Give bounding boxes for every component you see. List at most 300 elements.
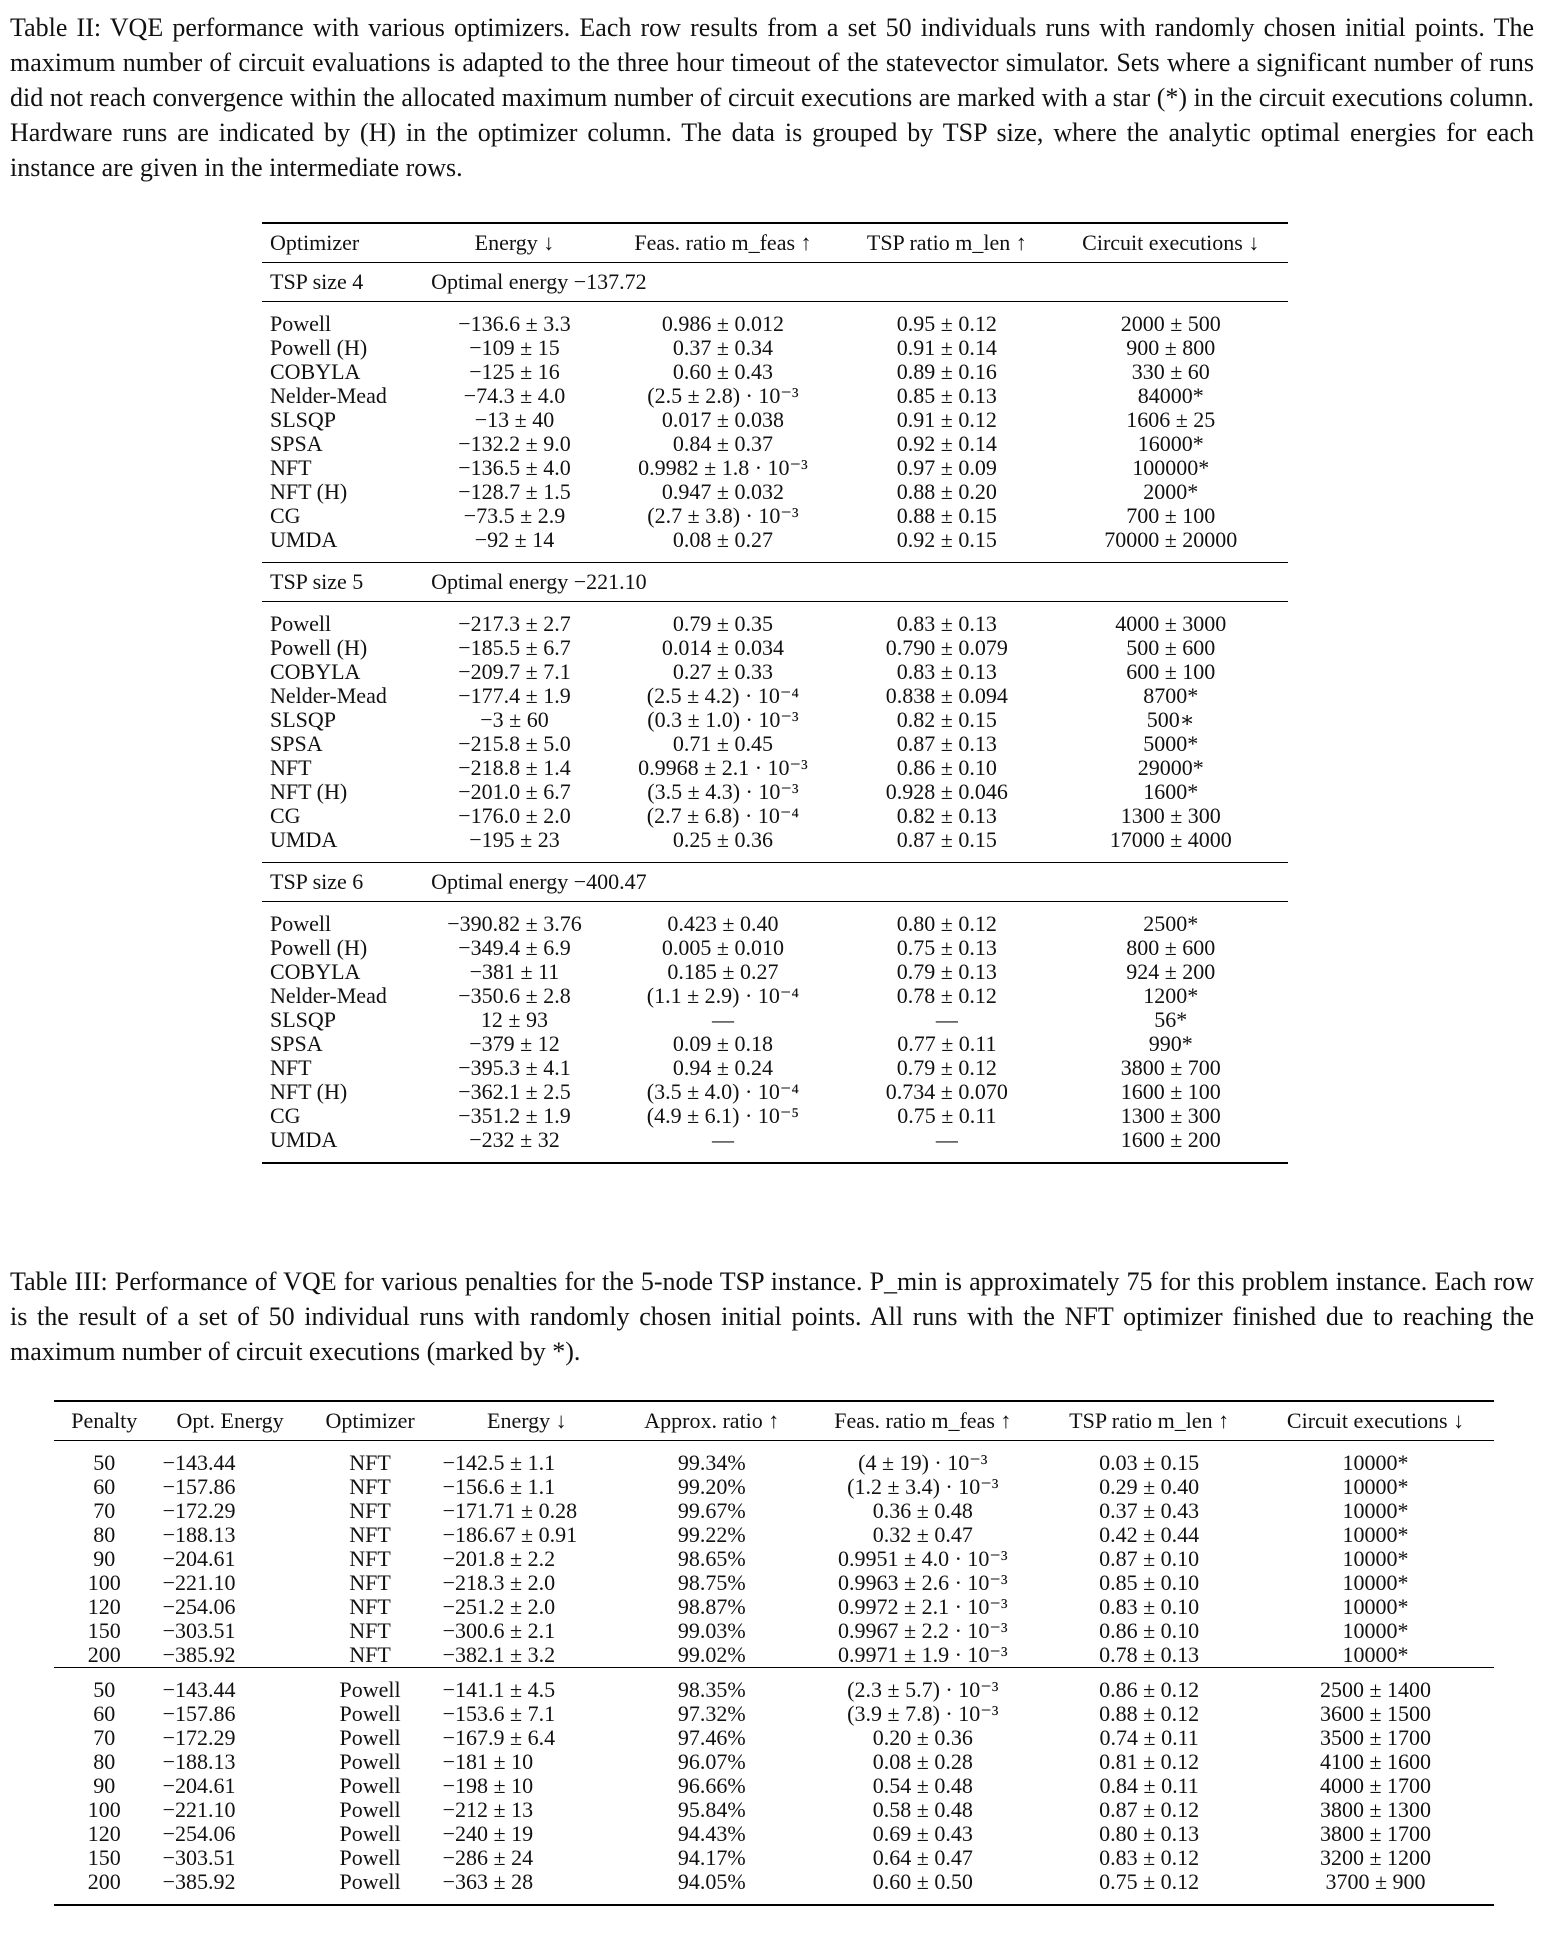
table-row [54, 1846, 1494, 1870]
value-cell: 924 ± 200 [1126, 959, 1216, 984]
value-cell: (1.2 ± 3.4) · 10⁻³ [847, 1474, 999, 1499]
value-cell: 0.79 ± 0.35 [672, 611, 773, 636]
value-cell: −186.67 ± 0.91 [442, 1522, 578, 1547]
value-cell: NFT [349, 1498, 391, 1523]
table-row [262, 780, 1288, 804]
value-cell: −215.8 ± 5.0 [458, 731, 571, 756]
value-cell: 1600* [1143, 779, 1199, 804]
table3-header: Opt. Energy [155, 1401, 306, 1441]
table3-body [54, 1441, 1494, 1906]
value-cell: 0.83 ± 0.13 [896, 659, 997, 684]
value-cell: −232 ± 32 [469, 1127, 560, 1152]
value-cell: 96.66% [677, 1773, 746, 1798]
value-cell: 4100 ± 1600 [1319, 1749, 1432, 1774]
optimizer-cell: SLSQP [270, 1007, 337, 1032]
value-cell: −221.10 [162, 1570, 236, 1595]
value-cell: 5000* [1143, 731, 1199, 756]
value-cell: −143.44 [162, 1677, 236, 1702]
table-row [54, 1571, 1494, 1595]
value-cell: −195 ± 23 [469, 827, 560, 852]
value-cell: 0.75 ± 0.13 [896, 935, 997, 960]
table-row [262, 408, 1288, 432]
table2-header: Feas. ratio m_feas ↑ [606, 223, 840, 263]
table-row [54, 1822, 1494, 1846]
value-cell: 99.20% [677, 1474, 746, 1499]
value-cell: Powell [339, 1749, 401, 1774]
value-cell: −188.13 [162, 1522, 236, 1547]
value-cell: 0.83 ± 0.12 [1099, 1845, 1200, 1870]
spacer-row [262, 552, 1288, 563]
table3-header: Energy ↓ [435, 1401, 620, 1441]
table-row [54, 1523, 1494, 1547]
value-cell: 0.82 ± 0.13 [896, 803, 997, 828]
table-row [262, 756, 1288, 780]
value-cell: −303.51 [162, 1845, 236, 1870]
table2-header: Energy ↓ [423, 223, 606, 263]
value-cell: 200 [87, 1642, 121, 1667]
table2-header: Circuit executions ↓ [1054, 223, 1288, 263]
value-cell: Powell [339, 1869, 401, 1894]
value-cell: −141.1 ± 4.5 [442, 1677, 556, 1702]
value-cell: 70 [93, 1498, 116, 1523]
value-cell: 0.95 ± 0.12 [896, 311, 997, 336]
value-cell: 70 [93, 1725, 116, 1750]
value-cell: −3 ± 60 [480, 707, 549, 732]
optimizer-cell: COBYLA [270, 359, 361, 384]
optimal-energy: Optimal energy −221.10 [423, 563, 1288, 602]
value-cell: 0.84 ± 0.11 [1099, 1773, 1199, 1798]
group-label: TSP size 5 [262, 563, 423, 602]
optimizer-cell: NFT (H) [270, 779, 348, 804]
value-cell: −379 ± 12 [469, 1031, 560, 1056]
value-cell: 10000* [1342, 1450, 1409, 1475]
value-cell: 0.83 ± 0.10 [1099, 1594, 1200, 1619]
value-cell: 0.09 ± 0.18 [672, 1031, 773, 1056]
value-cell: 2500 ± 1400 [1319, 1677, 1432, 1702]
value-cell: −204.61 [162, 1773, 236, 1798]
table-row [54, 1475, 1494, 1499]
value-cell: 0.60 ± 0.50 [872, 1869, 973, 1894]
value-cell: −74.3 ± 4.0 [463, 383, 566, 408]
value-cell: (1.1 ± 2.9) · 10⁻⁴ [646, 983, 800, 1008]
value-cell: 0.77 ± 0.11 [897, 1031, 997, 1056]
value-cell: 94.43% [677, 1821, 746, 1846]
value-cell: 0.87 ± 0.15 [896, 827, 997, 852]
value-cell: 10000* [1342, 1570, 1409, 1595]
value-cell: 500∗ [1146, 707, 1195, 732]
value-cell: 330 ± 60 [1131, 359, 1210, 384]
table3-header: Feas. ratio m_feas ↑ [804, 1401, 1041, 1441]
value-cell: −125 ± 16 [469, 359, 560, 384]
value-cell: 0.88 ± 0.12 [1099, 1701, 1200, 1726]
value-cell: 1300 ± 300 [1120, 1103, 1221, 1128]
value-cell: 0.03 ± 0.15 [1099, 1450, 1200, 1475]
value-cell: 0.37 ± 0.43 [1099, 1498, 1200, 1523]
value-cell: 16000* [1137, 431, 1204, 456]
spacer-cell [262, 852, 1288, 863]
value-cell: 0.83 ± 0.13 [896, 611, 997, 636]
value-cell: (4.9 ± 6.1) · 10⁻⁵ [646, 1103, 800, 1128]
value-cell: −167.9 ± 6.4 [442, 1725, 556, 1750]
value-cell: 97.46% [677, 1725, 746, 1750]
table-row [262, 1104, 1288, 1128]
value-cell: −204.61 [162, 1546, 236, 1571]
table-row [262, 480, 1288, 504]
optimizer-cell: UMDA [270, 1127, 338, 1152]
optimizer-cell: NFT [270, 1055, 312, 1080]
spacer-cell [262, 1152, 1288, 1163]
optimizer-cell: SPSA [270, 731, 323, 756]
value-cell: −13 ± 40 [474, 407, 555, 432]
value-cell: 600 ± 100 [1126, 659, 1216, 684]
value-cell: 3600 ± 1500 [1319, 1701, 1432, 1726]
value-cell: 800 ± 600 [1126, 935, 1216, 960]
table-row [262, 936, 1288, 960]
value-cell: 98.35% [677, 1677, 746, 1702]
value-cell: 150 [87, 1618, 121, 1643]
spacer-cell [262, 552, 1288, 563]
value-cell: −349.4 ± 6.9 [458, 935, 571, 960]
optimal-energy: Optimal energy −137.72 [423, 263, 1288, 302]
value-cell: 0.08 ± 0.28 [872, 1749, 973, 1774]
value-cell: 0.838 ± 0.094 [885, 683, 1008, 708]
value-cell: Powell [339, 1821, 401, 1846]
value-cell: 97.32% [677, 1701, 746, 1726]
table-row [54, 1595, 1494, 1619]
table-row [262, 1080, 1288, 1104]
value-cell: −303.51 [162, 1618, 236, 1643]
table-row [54, 1726, 1494, 1750]
value-cell: −136.6 ± 3.3 [458, 311, 571, 336]
table3-header: TSP ratio m_len ↑ [1041, 1401, 1257, 1441]
value-cell: −209.7 ± 7.1 [458, 659, 571, 684]
value-cell: 4000 ± 1700 [1319, 1773, 1432, 1798]
optimizer-cell: CG [270, 503, 301, 528]
optimizer-cell: NFT [270, 755, 312, 780]
table-row [262, 336, 1288, 360]
value-cell: 0.86 ± 0.10 [1099, 1618, 1200, 1643]
value-cell: 0.86 ± 0.10 [896, 755, 997, 780]
value-cell: NFT [349, 1450, 391, 1475]
value-cell: 500 ± 600 [1126, 635, 1216, 660]
value-cell: 120 [87, 1821, 121, 1846]
value-cell: 0.84 ± 0.37 [672, 431, 773, 456]
table-row [54, 1619, 1494, 1643]
value-cell: 70000 ± 20000 [1104, 527, 1238, 552]
value-cell: 0.75 ± 0.11 [897, 1103, 997, 1128]
value-cell: 0.89 ± 0.16 [896, 359, 997, 384]
value-cell: 94.05% [677, 1869, 746, 1894]
value-cell: −176.0 ± 2.0 [458, 803, 571, 828]
value-cell: −217.3 ± 2.7 [458, 611, 571, 636]
optimizer-cell: Powell [270, 311, 332, 336]
value-cell: −395.3 ± 4.1 [458, 1055, 571, 1080]
value-cell: 60 [93, 1474, 116, 1499]
optimizer-cell: SLSQP [270, 707, 337, 732]
optimizer-cell: Nelder-Mead [270, 383, 387, 408]
value-cell: 0.86 ± 0.12 [1099, 1677, 1200, 1702]
optimizer-cell: Powell [270, 611, 332, 636]
value-cell: 80 [93, 1749, 116, 1774]
table-row [262, 804, 1288, 828]
table3-header-row [54, 1401, 1494, 1441]
value-cell: 90 [93, 1773, 116, 1798]
value-cell: 3500 ± 1700 [1319, 1725, 1432, 1750]
value-cell: −300.6 ± 2.1 [442, 1618, 556, 1643]
value-cell: −109 ± 15 [469, 335, 560, 360]
value-cell: 0.87 ± 0.13 [896, 731, 997, 756]
optimizer-cell: SLSQP [270, 407, 337, 432]
table3-header: Penalty [54, 1401, 155, 1441]
value-cell: 0.80 ± 0.13 [1099, 1821, 1200, 1846]
value-cell: — [935, 1127, 958, 1152]
value-cell: 0.82 ± 0.15 [896, 707, 997, 732]
value-cell: 100 [87, 1797, 121, 1822]
table-row [262, 828, 1288, 852]
value-cell: 0.75 ± 0.12 [1099, 1869, 1200, 1894]
value-cell: 99.03% [677, 1618, 746, 1643]
value-cell: −363 ± 28 [442, 1869, 534, 1894]
value-cell: 0.017 ± 0.038 [661, 407, 784, 432]
optimizer-cell: CG [270, 803, 301, 828]
table-row [262, 384, 1288, 408]
table2 [262, 222, 1288, 1164]
value-cell: −198 ± 10 [442, 1773, 534, 1798]
value-cell: (2.7 ± 6.8) · 10⁻⁴ [646, 803, 800, 828]
table-row [262, 432, 1288, 456]
value-cell: 120 [87, 1594, 121, 1619]
value-cell: 0.60 ± 0.43 [672, 359, 773, 384]
value-cell: −171.71 ± 0.28 [442, 1498, 578, 1523]
value-cell: 150 [87, 1845, 121, 1870]
value-cell: (2.7 ± 3.8) · 10⁻³ [647, 503, 799, 528]
value-cell: 0.85 ± 0.10 [1099, 1570, 1200, 1595]
table-row [54, 1702, 1494, 1726]
value-cell: −251.2 ± 2.0 [442, 1594, 556, 1619]
table2-body [262, 263, 1288, 1164]
value-cell: 10000* [1342, 1594, 1409, 1619]
value-cell: 50 [93, 1677, 116, 1702]
value-cell: NFT [349, 1618, 391, 1643]
value-cell: Powell [339, 1845, 401, 1870]
value-cell: −92 ± 14 [474, 527, 555, 552]
value-cell: 0.36 ± 0.48 [872, 1498, 973, 1523]
value-cell: 0.9951 ± 4.0 · 10⁻³ [838, 1546, 1008, 1571]
value-cell: −157.86 [162, 1701, 236, 1726]
value-cell: 0.97 ± 0.09 [896, 455, 997, 480]
value-cell: −181 ± 10 [442, 1749, 534, 1774]
value-cell: 0.20 ± 0.36 [872, 1725, 973, 1750]
value-cell: 0.928 ± 0.046 [885, 779, 1008, 804]
value-cell: −254.06 [162, 1594, 236, 1619]
optimizer-cell: UMDA [270, 527, 338, 552]
table-row [262, 504, 1288, 528]
value-cell: −385.92 [162, 1869, 236, 1894]
optimizer-cell: NFT (H) [270, 479, 348, 504]
value-cell: 60 [93, 1701, 116, 1726]
table2-header: TSP ratio m_len ↑ [840, 223, 1053, 263]
optimizer-cell: Powell [270, 911, 332, 936]
spacer-row [54, 1894, 1494, 1905]
value-cell: 0.88 ± 0.20 [896, 479, 997, 504]
optimizer-cell: Nelder-Mead [270, 683, 387, 708]
spacer-cell [54, 1441, 1494, 1452]
value-cell: 0.64 ± 0.47 [872, 1845, 973, 1870]
value-cell: 0.9968 ± 2.1 · 10⁻³ [638, 755, 808, 780]
value-cell: 12 ± 93 [480, 1007, 548, 1032]
optimizer-cell: SPSA [270, 1031, 323, 1056]
table-row [262, 984, 1288, 1008]
value-cell: 17000 ± 4000 [1109, 827, 1232, 852]
spacer-row [262, 1152, 1288, 1163]
value-cell: 0.58 ± 0.48 [872, 1797, 973, 1822]
value-cell: NFT [349, 1546, 391, 1571]
table3-caption: Table III: Performance of VQE for various penalties for the 5-node TSP instance. P_min is approximately 75 for this problem instance. Each row is the result of a set of 50 individual runs with randomly chosen initial points. All runs with the NFT optimizer finished due to reaching the maximum number of circuit executions (marked by *). [10, 1267, 1534, 1366]
value-cell: 56* [1154, 1007, 1188, 1032]
value-cell: 4000 ± 3000 [1115, 611, 1227, 636]
value-cell: NFT [349, 1594, 391, 1619]
value-cell: −350.6 ± 2.8 [458, 983, 571, 1008]
value-cell: 0.790 ± 0.079 [885, 635, 1008, 660]
value-cell: 0.69 ± 0.43 [872, 1821, 973, 1846]
value-cell: 0.78 ± 0.12 [896, 983, 997, 1008]
value-cell: (3.5 ± 4.3) · 10⁻³ [647, 779, 799, 804]
table-row [262, 636, 1288, 660]
value-cell: 0.80 ± 0.12 [896, 911, 997, 936]
value-cell: 0.91 ± 0.12 [896, 407, 997, 432]
table-row [262, 1032, 1288, 1056]
value-cell: (2.3 ± 5.7) · 10⁻³ [847, 1677, 999, 1702]
value-cell: 1600 ± 100 [1120, 1079, 1221, 1104]
table-row [54, 1750, 1494, 1774]
table-row [54, 1643, 1494, 1668]
value-cell: −254.06 [162, 1821, 236, 1846]
value-cell: — [935, 1007, 958, 1032]
value-cell: 0.08 ± 0.27 [672, 527, 773, 552]
value-cell: −382.1 ± 3.2 [442, 1642, 556, 1667]
value-cell: −240 ± 19 [442, 1821, 534, 1846]
value-cell: Powell [339, 1677, 401, 1702]
value-cell: −172.29 [162, 1498, 236, 1523]
value-cell: 98.75% [677, 1570, 746, 1595]
value-cell: 0.9967 ± 2.2 · 10⁻³ [838, 1618, 1008, 1643]
table-row [54, 1547, 1494, 1571]
value-cell: Powell [339, 1701, 401, 1726]
table-row [54, 1774, 1494, 1798]
spacer-cell [54, 1894, 1494, 1905]
group-header-row [262, 263, 1288, 302]
value-cell: −218.3 ± 2.0 [442, 1570, 556, 1595]
table-row [54, 1499, 1494, 1523]
value-cell: −212 ± 13 [442, 1797, 534, 1822]
value-cell: −201.8 ± 2.2 [442, 1546, 556, 1571]
group-label: TSP size 4 [262, 263, 423, 302]
optimizer-cell: Nelder-Mead [270, 983, 387, 1008]
block-separator [54, 1668, 1494, 1679]
value-cell: 0.87 ± 0.10 [1099, 1546, 1200, 1571]
value-cell: −143.44 [162, 1450, 236, 1475]
value-cell: NFT [349, 1570, 391, 1595]
value-cell: 98.87% [677, 1594, 746, 1619]
optimizer-cell: Powell (H) [270, 335, 368, 360]
value-cell: −177.4 ± 1.9 [458, 683, 571, 708]
table-row [54, 1798, 1494, 1822]
value-cell: 0.42 ± 0.44 [1099, 1522, 1200, 1547]
spacer-row [262, 852, 1288, 863]
value-cell: 0.94 ± 0.24 [672, 1055, 773, 1080]
value-cell: 900 ± 800 [1126, 335, 1216, 360]
table2-header-row [262, 223, 1288, 263]
value-cell: −201.0 ± 6.7 [458, 779, 571, 804]
value-cell: 98.65% [677, 1546, 746, 1571]
value-cell: (3.5 ± 4.0) · 10⁻⁴ [646, 1079, 800, 1104]
value-cell: 3200 ± 1200 [1319, 1845, 1432, 1870]
value-cell: — [711, 1007, 734, 1032]
value-cell: −385.92 [162, 1642, 236, 1667]
spacer-cell [54, 1668, 1494, 1679]
value-cell: (3.9 ± 7.8) · 10⁻³ [847, 1701, 999, 1726]
value-cell: 0.005 ± 0.010 [661, 935, 784, 960]
value-cell: 99.67% [677, 1498, 746, 1523]
value-cell: 0.986 ± 0.012 [661, 311, 784, 336]
value-cell: 2000 ± 500 [1120, 311, 1221, 336]
value-cell: 94.17% [677, 1845, 746, 1870]
value-cell: 1300 ± 300 [1120, 803, 1221, 828]
value-cell: 0.37 ± 0.34 [672, 335, 773, 360]
value-cell: 0.79 ± 0.13 [896, 959, 997, 984]
value-cell: 100 [87, 1570, 121, 1595]
value-cell: 0.81 ± 0.12 [1099, 1749, 1200, 1774]
optimizer-cell: Powell (H) [270, 635, 368, 660]
value-cell: −73.5 ± 2.9 [463, 503, 566, 528]
value-cell: 90 [93, 1546, 116, 1571]
table-row [262, 360, 1288, 384]
value-cell: −132.2 ± 9.0 [458, 431, 571, 456]
value-cell: 0.947 ± 0.032 [661, 479, 784, 504]
value-cell: — [711, 1127, 734, 1152]
value-cell: −218.8 ± 1.4 [458, 755, 571, 780]
table-row [54, 1451, 1494, 1475]
table-row [262, 612, 1288, 636]
table-row [262, 684, 1288, 708]
value-cell: NFT [349, 1474, 391, 1499]
value-cell: −221.10 [162, 1797, 236, 1822]
value-cell: 700 ± 100 [1126, 503, 1216, 528]
value-cell: −142.5 ± 1.1 [442, 1450, 556, 1475]
value-cell: Powell [339, 1773, 401, 1798]
value-cell: 0.92 ± 0.14 [896, 431, 997, 456]
value-cell: (4 ± 19) · 10⁻³ [858, 1450, 988, 1475]
value-cell: Powell [339, 1725, 401, 1750]
table-row [262, 732, 1288, 756]
value-cell: 84000* [1137, 383, 1204, 408]
value-cell: −157.86 [162, 1474, 236, 1499]
value-cell: 0.54 ± 0.48 [872, 1773, 973, 1798]
value-cell: 990* [1148, 1031, 1193, 1056]
table3-header: Optimizer [306, 1401, 435, 1441]
value-cell: (2.5 ± 2.8) · 10⁻³ [647, 383, 799, 408]
value-cell: 10000* [1342, 1498, 1409, 1523]
value-cell: 0.32 ± 0.47 [872, 1522, 973, 1547]
table-row [262, 708, 1288, 732]
value-cell: 0.734 ± 0.070 [885, 1079, 1008, 1104]
optimizer-cell: SPSA [270, 431, 323, 456]
value-cell: 0.79 ± 0.12 [896, 1055, 997, 1080]
optimizer-cell: NFT [270, 455, 312, 480]
value-cell: −172.29 [162, 1725, 236, 1750]
table-row [54, 1678, 1494, 1702]
value-cell: 200 [87, 1869, 121, 1894]
